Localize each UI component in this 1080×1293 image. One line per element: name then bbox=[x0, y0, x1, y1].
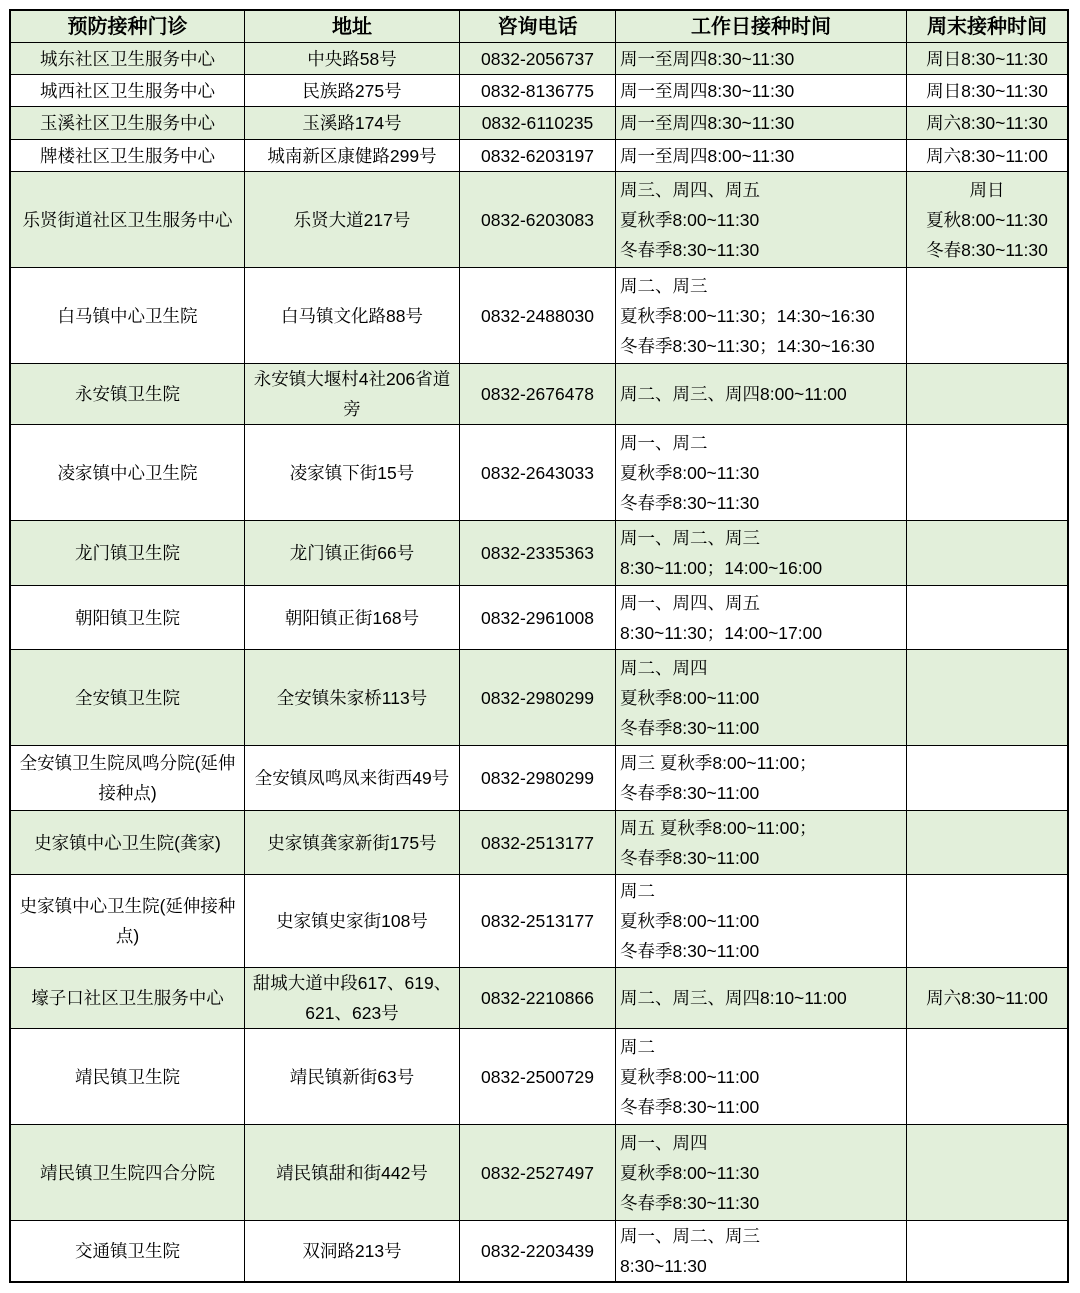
weekend-hours-cell bbox=[907, 650, 1069, 746]
clinic-cell: 玉溪社区卫生服务中心 bbox=[11, 107, 245, 140]
clinic-cell: 白马镇中心卫生院 bbox=[11, 268, 245, 364]
address-cell: 史家镇龚家新街175号 bbox=[245, 811, 460, 875]
weekend-hours-cell bbox=[907, 1125, 1069, 1221]
address-cell: 全安镇凤鸣凤来街西49号 bbox=[245, 746, 460, 811]
table-row bbox=[11, 172, 1069, 268]
table-row bbox=[11, 811, 1069, 875]
address-cell: 永安镇大堰村4社206省道旁 bbox=[245, 364, 460, 425]
clinic-table bbox=[9, 9, 1069, 1283]
table-row bbox=[11, 1221, 1069, 1283]
phone-cell: 0832-6110235 bbox=[460, 107, 616, 140]
phone-cell: 0832-2980299 bbox=[460, 650, 616, 746]
address-cell: 甜城大道中段617、619、621、623号 bbox=[245, 968, 460, 1029]
phone-cell: 0832-2203439 bbox=[460, 1221, 616, 1283]
phone-cell: 0832-2210866 bbox=[460, 968, 616, 1029]
table-row bbox=[11, 75, 1069, 107]
table-row bbox=[11, 140, 1069, 172]
weekday-hours-cell: 周二、周三、周四8:00~11:00 bbox=[616, 364, 907, 425]
phone-cell: 0832-2056737 bbox=[460, 43, 616, 75]
address-cell: 玉溪路174号 bbox=[245, 107, 460, 140]
table-row bbox=[11, 968, 1069, 1029]
clinic-cell: 龙门镇卫生院 bbox=[11, 521, 245, 586]
weekday-hours-cell: 周一至周四8:30~11:30 bbox=[616, 75, 907, 107]
weekend-hours-cell bbox=[907, 1029, 1069, 1125]
clinic-cell: 靖民镇卫生院四合分院 bbox=[11, 1125, 245, 1221]
weekend-hours-cell bbox=[907, 425, 1069, 521]
phone-cell: 0832-2513177 bbox=[460, 811, 616, 875]
weekday-hours-cell: 周一、周四、周五 8:30~11:30；14:00~17:00 bbox=[616, 586, 907, 650]
table-row bbox=[11, 268, 1069, 364]
table-header-row bbox=[11, 11, 1069, 43]
clinic-cell: 城东社区卫生服务中心 bbox=[11, 43, 245, 75]
address-cell: 乐贤大道217号 bbox=[245, 172, 460, 268]
weekday-hours-cell: 周二、周三 夏秋季8:00~11:30；14:30~16:30 冬春季8:30~11:30；14:30~16:30 bbox=[616, 268, 907, 364]
weekday-hours-cell: 周一至周四8:30~11:30 bbox=[616, 43, 907, 75]
address-cell: 全安镇朱家桥113号 bbox=[245, 650, 460, 746]
table-row bbox=[11, 1125, 1069, 1221]
address-cell: 城南新区康健路299号 bbox=[245, 140, 460, 172]
clinic-cell: 壕子口社区卫生服务中心 bbox=[11, 968, 245, 1029]
phone-cell: 0832-2513177 bbox=[460, 875, 616, 968]
table-row bbox=[11, 650, 1069, 746]
weekend-hours-cell bbox=[907, 521, 1069, 586]
table-body bbox=[11, 43, 1069, 1283]
weekend-hours-cell bbox=[907, 811, 1069, 875]
address-cell: 中央路58号 bbox=[245, 43, 460, 75]
weekend-hours-cell: 周日8:30~11:30 bbox=[907, 43, 1069, 75]
address-cell: 凌家镇下街15号 bbox=[245, 425, 460, 521]
table-row bbox=[11, 364, 1069, 425]
weekday-hours-cell: 周一、周二、周三 8:30~11:00；14:00~16:00 bbox=[616, 521, 907, 586]
address-cell: 双洞路213号 bbox=[245, 1221, 460, 1283]
weekday-hours-cell: 周五 夏秋季8:00~11:00； 冬春季8:30~11:00 bbox=[616, 811, 907, 875]
weekday-hours-cell: 周二、周四 夏秋季8:00~11:00 冬春季8:30~11:00 bbox=[616, 650, 907, 746]
table-row bbox=[11, 586, 1069, 650]
weekend-hours-cell: 周六8:30~11:00 bbox=[907, 968, 1069, 1029]
address-cell: 史家镇史家街108号 bbox=[245, 875, 460, 968]
weekday-hours-cell: 周三、周四、周五 夏秋季8:00~11:30 冬春季8:30~11:30 bbox=[616, 172, 907, 268]
address-cell: 白马镇文化路88号 bbox=[245, 268, 460, 364]
header-clinic: 预防接种门诊 bbox=[11, 11, 245, 43]
weekday-hours-cell: 周二 夏秋季8:00~11:00 冬春季8:30~11:00 bbox=[616, 875, 907, 968]
header-weekend-hours: 周末接种时间 bbox=[907, 11, 1069, 43]
clinic-cell: 永安镇卫生院 bbox=[11, 364, 245, 425]
phone-cell: 0832-2527497 bbox=[460, 1125, 616, 1221]
weekend-hours-cell bbox=[907, 746, 1069, 811]
weekend-hours-cell bbox=[907, 875, 1069, 968]
header-phone: 咨询电话 bbox=[460, 11, 616, 43]
clinic-cell: 乐贤街道社区卫生服务中心 bbox=[11, 172, 245, 268]
clinic-cell: 全安镇卫生院凤鸣分院(延伸接种点) bbox=[11, 746, 245, 811]
clinic-cell: 城西社区卫生服务中心 bbox=[11, 75, 245, 107]
weekday-hours-cell: 周一至周四8:00~11:30 bbox=[616, 140, 907, 172]
header-address: 地址 bbox=[245, 11, 460, 43]
weekday-hours-cell: 周三 夏秋季8:00~11:00； 冬春季8:30~11:00 bbox=[616, 746, 907, 811]
phone-cell: 0832-6203197 bbox=[460, 140, 616, 172]
address-cell: 朝阳镇正街168号 bbox=[245, 586, 460, 650]
weekend-hours-cell bbox=[907, 268, 1069, 364]
phone-cell: 0832-2643033 bbox=[460, 425, 616, 521]
table-row bbox=[11, 107, 1069, 140]
weekend-hours-cell: 周六8:30~11:00 bbox=[907, 140, 1069, 172]
weekend-hours-cell: 周日 夏秋8:00~11:30 冬春8:30~11:30 bbox=[907, 172, 1069, 268]
weekday-hours-cell: 周二、周三、周四8:10~11:00 bbox=[616, 968, 907, 1029]
table-row bbox=[11, 43, 1069, 75]
clinic-cell: 全安镇卫生院 bbox=[11, 650, 245, 746]
table-row bbox=[11, 1029, 1069, 1125]
weekend-hours-cell bbox=[907, 586, 1069, 650]
weekend-hours-cell bbox=[907, 1221, 1069, 1283]
clinic-cell: 牌楼社区卫生服务中心 bbox=[11, 140, 245, 172]
phone-cell: 0832-2500729 bbox=[460, 1029, 616, 1125]
phone-cell: 0832-2488030 bbox=[460, 268, 616, 364]
address-cell: 民族路275号 bbox=[245, 75, 460, 107]
phone-cell: 0832-2676478 bbox=[460, 364, 616, 425]
weekday-hours-cell: 周一至周四8:30~11:30 bbox=[616, 107, 907, 140]
clinic-cell: 朝阳镇卫生院 bbox=[11, 586, 245, 650]
weekday-hours-cell: 周一、周二 夏秋季8:00~11:30 冬春季8:30~11:30 bbox=[616, 425, 907, 521]
weekday-hours-cell: 周一、周二、周三 8:30~11:30 bbox=[616, 1221, 907, 1283]
table-row bbox=[11, 875, 1069, 968]
clinic-cell: 凌家镇中心卫生院 bbox=[11, 425, 245, 521]
header-weekday-hours: 工作日接种时间 bbox=[616, 11, 907, 43]
clinic-cell: 靖民镇卫生院 bbox=[11, 1029, 245, 1125]
clinic-cell: 史家镇中心卫生院(龚家) bbox=[11, 811, 245, 875]
weekend-hours-cell: 周日8:30~11:30 bbox=[907, 75, 1069, 107]
phone-cell: 0832-8136775 bbox=[460, 75, 616, 107]
weekend-hours-cell: 周六8:30~11:30 bbox=[907, 107, 1069, 140]
address-cell: 龙门镇正街66号 bbox=[245, 521, 460, 586]
clinic-cell: 交通镇卫生院 bbox=[11, 1221, 245, 1283]
weekday-hours-cell: 周二 夏秋季8:00~11:00 冬春季8:30~11:00 bbox=[616, 1029, 907, 1125]
phone-cell: 0832-2335363 bbox=[460, 521, 616, 586]
phone-cell: 0832-6203083 bbox=[460, 172, 616, 268]
phone-cell: 0832-2961008 bbox=[460, 586, 616, 650]
table-row bbox=[11, 521, 1069, 586]
address-cell: 靖民镇新街63号 bbox=[245, 1029, 460, 1125]
clinic-cell: 史家镇中心卫生院(延伸接种点) bbox=[11, 875, 245, 968]
phone-cell: 0832-2980299 bbox=[460, 746, 616, 811]
table-row bbox=[11, 746, 1069, 811]
address-cell: 靖民镇甜和街442号 bbox=[245, 1125, 460, 1221]
weekday-hours-cell: 周一、周四 夏秋季8:00~11:30 冬春季8:30~11:30 bbox=[616, 1125, 907, 1221]
weekend-hours-cell bbox=[907, 364, 1069, 425]
table-row bbox=[11, 425, 1069, 521]
